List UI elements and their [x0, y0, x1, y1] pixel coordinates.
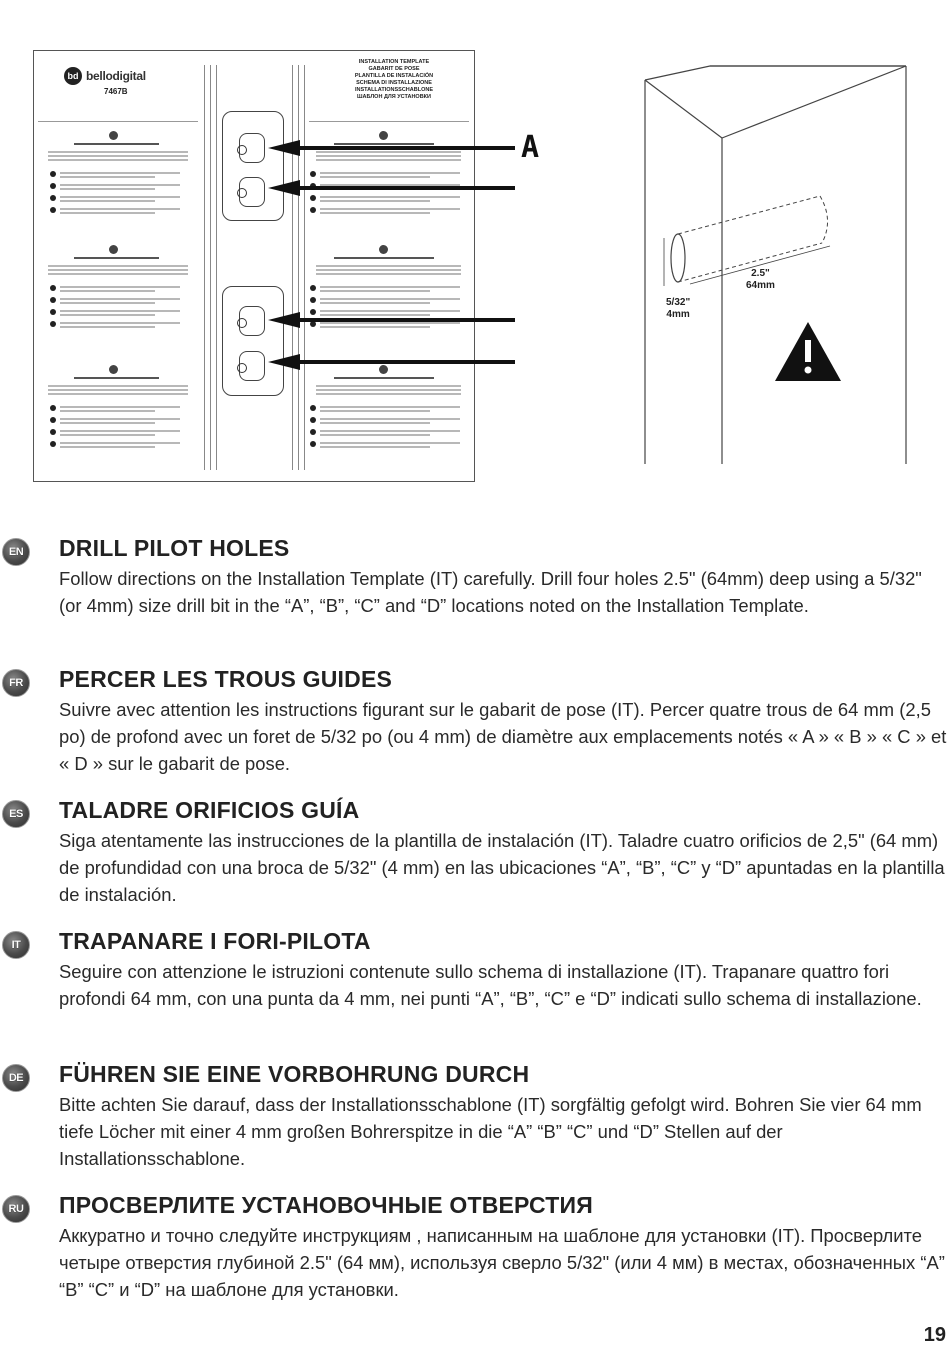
arrow-head-icon	[268, 140, 300, 156]
brand-name: bellodigital	[86, 69, 146, 83]
template-title-line: SCHEMA DI INSTALLAZIONE	[356, 80, 432, 86]
illustration	[0, 0, 950, 520]
language-badge-icon	[2, 669, 30, 697]
brand-badge: bd	[64, 67, 82, 85]
arrow-head-icon	[268, 312, 300, 328]
section-body: Siga atentamente las instrucciones de la plantilla de instalación (IT). Taladre cuatro orificios de 2,5" (64 mm) de profundidad con una broca de 5/32" (4 mm) en las ubicaciones “A”, “B”, “C” y “D” apuntadas en la plantilla de instalación.	[59, 830, 945, 905]
callout-label-a: A	[521, 130, 540, 165]
section-body: Аккуратно и точно следуйте инструкциям , написанным на шаблоне для установки (IT). Просверлите четыре отверстия глубиной 2.5" (64 мм), используя сверло 5/32" (или 4 мм) в местах, обозначенных “A” “B” “C” и “D” на шаблоне для установки.	[59, 1225, 945, 1300]
template-title-line: PLANTILLA DE INSTALACIÓN	[354, 73, 434, 79]
page-number: 19	[923, 1324, 946, 1346]
language-code: EN	[8, 546, 24, 558]
language-code: ES	[9, 808, 23, 820]
section-title: ПРОСВЕРЛИТЕ УСТАНОВОЧНЫЕ ОТВЕРСТИЯ	[59, 1192, 593, 1218]
arrow-head-icon	[268, 180, 300, 196]
template-title-line: INSTALLATION TEMPLATE	[358, 59, 430, 65]
language-badge-icon	[2, 1195, 30, 1223]
figure-drawing	[0, 0, 950, 520]
section-body: Follow directions on the Installation Template (IT) carefully. Drill four holes 2.5" (64mm) deep using a 5/32" (or 4mm) size drill bit in the “A”, “B”, “C” and “D” locations noted on the Installation Template.	[59, 568, 922, 616]
section-title: TALADRE ORIFICIOS GUÍA	[59, 797, 360, 823]
language-badge-icon	[2, 800, 30, 828]
template-title-line: ШАБЛОН ДЛЯ УСТАНОВКИ	[357, 94, 431, 100]
template-title-line: INSTALLATIONSSCHABLONE	[354, 87, 433, 93]
language-badge-icon	[2, 1064, 30, 1092]
language-badge-icon	[2, 538, 30, 566]
section-title: FÜHREN SIE EINE VORBOHRUNG DURCH	[59, 1061, 530, 1087]
template-model-number: 7467B	[104, 87, 128, 96]
language-badge-icon	[2, 931, 30, 959]
template-title-line: GABARIT DE POSE	[368, 66, 420, 72]
depth-value-mm: 64mm	[746, 280, 775, 291]
depth-dimension	[746, 268, 775, 292]
section-body: Seguire con attenzione le istruzioni contenute sullo schema di installazione (IT). Trapanare quattro fori profondi 64 mm, con una punta da 4 mm, nei punti “A”, “B”, “C” e “D” indicati sullo schema di installazione.	[59, 961, 922, 1009]
language-code: IT	[11, 939, 21, 951]
section-body: Bitte achten Sie darauf, dass der Installationsschablone (IT) sorgfältig gefolgt wird. Bohren Sie vier 64 mm tiefe Löcher mit einer 4 mm großen Bohrerspitze in die “A” “B” “C” und “D” Stellen auf der Installationsschablone.	[59, 1094, 922, 1169]
bit-size-dimension	[666, 297, 690, 321]
depth-value: 2.5"	[751, 268, 770, 279]
warning-triangle-icon	[775, 322, 841, 381]
bit-size-value-mm: 4mm	[666, 309, 690, 320]
section-body: Suivre avec attention les instructions figurant sur le gabarit de pose (IT). Percer quatre trous de 64 mm (2,5 po) de profond avec un foret de 5/32 po (ou 4 mm) de diamètre aux emplacements notés « A » « B » « C » et « D » sur le gabarit de pose.	[59, 699, 947, 774]
section-title: PERCER LES TROUS GUIDES	[59, 666, 393, 692]
drill-arrows	[268, 140, 515, 370]
bit-size-value: 5/32"	[666, 297, 691, 308]
language-code: DE	[8, 1072, 24, 1084]
section-title: TRAPANARE I FORI-PILOTA	[59, 928, 371, 954]
language-code: FR	[9, 677, 23, 689]
section-title: DRILL PILOT HOLES	[59, 535, 290, 561]
language-code: RU	[8, 1203, 24, 1215]
arrow-head-icon	[268, 354, 300, 370]
